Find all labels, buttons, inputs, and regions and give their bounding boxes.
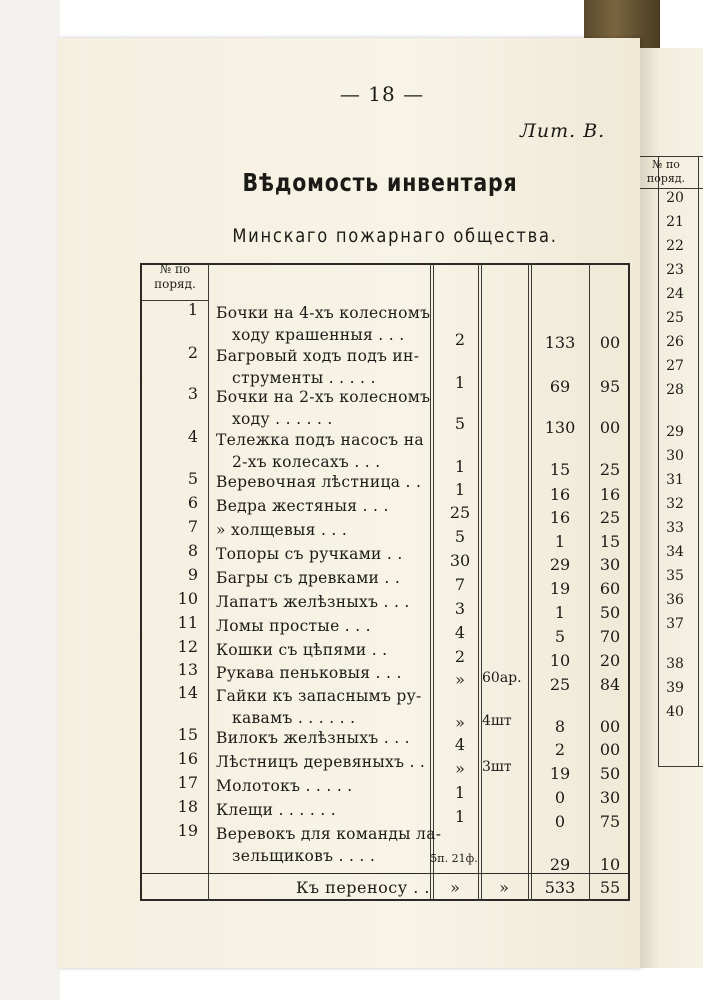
- col-divider-qty-2: [481, 263, 482, 901]
- item-kopecks: 30: [599, 555, 621, 574]
- row-number: 2: [187, 343, 198, 362]
- item-unit: 4шт: [482, 713, 512, 729]
- right-page-row-number: 35: [666, 568, 684, 584]
- item-quantity: »: [455, 759, 465, 778]
- item-name-line: Лапатъ желѣзныхъ . . .: [216, 593, 410, 611]
- right-page-row-number: 37: [666, 616, 684, 632]
- item-name-line: » холщевыя . . .: [216, 521, 348, 539]
- item-rubles: 69: [549, 377, 571, 396]
- row-number: 17: [177, 773, 198, 792]
- item-rubles: 0: [554, 788, 566, 807]
- item-quantity: 1: [454, 783, 466, 802]
- col-divider-unit-2: [531, 263, 532, 901]
- item-rubles: 29: [549, 855, 571, 874]
- item-name-line: Ведра жестяныя . . .: [216, 497, 389, 515]
- item-rubles: 16: [549, 485, 571, 504]
- carry-over-unit: »: [499, 878, 509, 897]
- row-number: 7: [187, 517, 198, 536]
- right-page-row-number: 22: [666, 238, 684, 254]
- item-kopecks: 00: [599, 418, 621, 437]
- col-divider-no: [208, 263, 209, 901]
- book-page-right: [640, 48, 703, 968]
- item-name-line: зельщиковъ . . . .: [232, 847, 376, 865]
- item-name-line: Гайки къ запаснымъ ру-: [216, 687, 422, 705]
- row-number: 13: [177, 660, 198, 679]
- item-rubles: 0: [554, 812, 566, 831]
- item-quantity: 1: [454, 807, 466, 826]
- carry-over-rubles: 533: [544, 878, 576, 897]
- row-number: 14: [177, 683, 198, 702]
- right-page-row-number: 27: [666, 358, 684, 374]
- item-name-line: Ломы простые . . .: [216, 617, 371, 635]
- row-number: 6: [187, 493, 198, 512]
- item-unit: 3шт: [482, 759, 512, 775]
- item-kopecks: 25: [599, 460, 621, 479]
- carry-over-kopecks: 55: [599, 878, 621, 897]
- item-rubles: 1: [554, 532, 566, 551]
- right-header-no: № по: [652, 158, 680, 171]
- item-name-line: Рукава пеньковыя . . .: [216, 664, 402, 682]
- item-rubles: 29: [549, 555, 571, 574]
- item-kopecks: 70: [599, 627, 621, 646]
- item-quantity: 2: [454, 330, 466, 349]
- item-kopecks: 84: [599, 675, 621, 694]
- row-number: 11: [177, 613, 198, 632]
- item-quantity: 30: [449, 551, 471, 570]
- item-name-line: Багровый ходъ подъ ин-: [216, 347, 420, 365]
- row-number: 19: [177, 821, 198, 840]
- item-quantity: 3: [454, 599, 466, 618]
- right-page-row-number: 36: [666, 592, 684, 608]
- row-number: 5: [187, 469, 198, 488]
- item-name-line: Клещи . . . . . .: [216, 801, 336, 819]
- item-quantity: 1: [454, 373, 466, 392]
- right-page-row-number: 24: [666, 286, 684, 302]
- item-kopecks: 00: [599, 717, 621, 736]
- right-page-row-number: 38: [666, 656, 684, 672]
- row-number: 1: [187, 300, 198, 319]
- item-kopecks: 75: [599, 812, 621, 831]
- right-header-order: поряд.: [646, 172, 686, 185]
- right-page-row-number: 29: [666, 424, 684, 440]
- col-divider-unit: [528, 263, 529, 901]
- col-divider-name-2: [433, 263, 434, 901]
- page-number: — 18 —: [339, 82, 425, 106]
- item-name-line: Вилокъ желѣзныхъ . . .: [216, 729, 410, 747]
- item-name-line: ходу крашенныя . . .: [232, 326, 405, 344]
- item-quantity: 2: [454, 647, 466, 666]
- item-quantity: 7: [454, 575, 466, 594]
- item-name-line: ходу . . . . . .: [232, 410, 333, 428]
- item-kopecks: 50: [599, 764, 621, 783]
- item-name-line: Топоры съ ручками . .: [216, 545, 403, 563]
- row-number: 8: [187, 541, 198, 560]
- item-quantity: 25: [449, 503, 471, 522]
- item-name-line: Веревочная лѣстница . .: [216, 473, 422, 491]
- item-name-line: Багры съ древками . .: [216, 569, 401, 587]
- item-quantity: 5: [454, 414, 466, 433]
- item-kopecks: 20: [599, 651, 621, 670]
- row-number: 18: [177, 797, 198, 816]
- item-rubles: 1: [554, 603, 566, 622]
- item-kopecks: 60: [599, 579, 621, 598]
- item-name-line: струменты . . . . .: [232, 369, 376, 387]
- right-page-row-number: 20: [666, 190, 684, 206]
- item-quantity: 4: [454, 735, 466, 754]
- item-rubles: 130: [544, 418, 576, 437]
- right-page-row-number: 30: [666, 448, 684, 464]
- item-rubles: 2: [554, 740, 566, 759]
- item-rubles: 19: [549, 764, 571, 783]
- item-rubles: 16: [549, 508, 571, 527]
- item-rubles: 133: [544, 333, 576, 352]
- carry-over-label: Къ переносу . .: [296, 878, 431, 897]
- right-page-row-number: 31: [666, 472, 684, 488]
- item-quantity: »: [455, 670, 465, 689]
- document-subtitle: Минскаго пожарнаго общества.: [232, 225, 558, 247]
- right-page-row-number: 28: [666, 382, 684, 398]
- right-page-row-number: 25: [666, 310, 684, 326]
- row-number: 15: [177, 725, 198, 744]
- right-page-row-number: 32: [666, 496, 684, 512]
- item-rubles: 19: [549, 579, 571, 598]
- header-no-label: № по: [159, 262, 191, 276]
- right-page-row-number: 21: [666, 214, 684, 230]
- row-number: 12: [177, 637, 198, 656]
- item-name-line: Бочки на 2-хъ колесномъ: [216, 388, 431, 406]
- item-name-line: Кошки съ цѣпями . .: [216, 641, 388, 659]
- row-number: 16: [177, 749, 198, 768]
- item-rubles: 8: [554, 717, 566, 736]
- item-rubles: 15: [549, 460, 571, 479]
- right-page-row-number: 40: [666, 704, 684, 720]
- item-kopecks: 00: [599, 333, 621, 352]
- right-page-row-number: 33: [666, 520, 684, 536]
- right-page-row-number: 39: [666, 680, 684, 696]
- header-order-label: поряд.: [154, 277, 196, 291]
- item-kopecks: 95: [599, 377, 621, 396]
- item-name-line: Молотокъ . . . . .: [216, 777, 353, 795]
- item-name-line: Бочки на 4-хъ колесномъ: [216, 304, 431, 322]
- item-quantity: »: [455, 713, 465, 732]
- row-number: 10: [177, 589, 198, 608]
- item-rubles: 25: [549, 675, 571, 694]
- item-kopecks: 30: [599, 788, 621, 807]
- item-name-line: Тележка подъ насосъ на: [216, 431, 424, 449]
- lit-label: Лит. В.: [520, 120, 606, 142]
- header-number-column: [144, 262, 206, 292]
- document-title: Вѣдомость инвентаря: [242, 168, 518, 197]
- background-left: [0, 0, 60, 1000]
- row-number: 3: [187, 384, 198, 403]
- item-quantity: 1: [454, 480, 466, 499]
- item-kopecks: 50: [599, 603, 621, 622]
- item-name-line: Лѣстницъ деревяныхъ . .: [216, 753, 426, 771]
- row-number: 4: [187, 427, 198, 446]
- item-quantity: 1: [454, 457, 466, 476]
- item-unit: 60ар.: [482, 670, 522, 686]
- item-name-line: кавамъ . . . . . .: [232, 709, 356, 727]
- item-rubles: 10: [549, 651, 571, 670]
- item-quantity: 5: [454, 527, 466, 546]
- item-name-line: Веревокъ для команды ла-: [216, 825, 442, 843]
- item-name-line: 2-хъ колесахъ . . .: [232, 453, 381, 471]
- item-kopecks: 00: [599, 740, 621, 759]
- right-page-row-number: 23: [666, 262, 684, 278]
- item-quantity: 5п. 21ф.: [430, 852, 478, 865]
- item-rubles: 5: [554, 627, 566, 646]
- col-divider-name: [430, 263, 431, 901]
- carry-over-qty: »: [450, 878, 460, 897]
- item-kopecks: 10: [599, 855, 621, 874]
- item-quantity: 4: [454, 623, 466, 642]
- item-kopecks: 16: [599, 485, 621, 504]
- right-page-row-number: 34: [666, 544, 684, 560]
- item-kopecks: 15: [599, 532, 621, 551]
- right-page-row-number: 26: [666, 334, 684, 350]
- row-number: 9: [187, 565, 198, 584]
- item-kopecks: 25: [599, 508, 621, 527]
